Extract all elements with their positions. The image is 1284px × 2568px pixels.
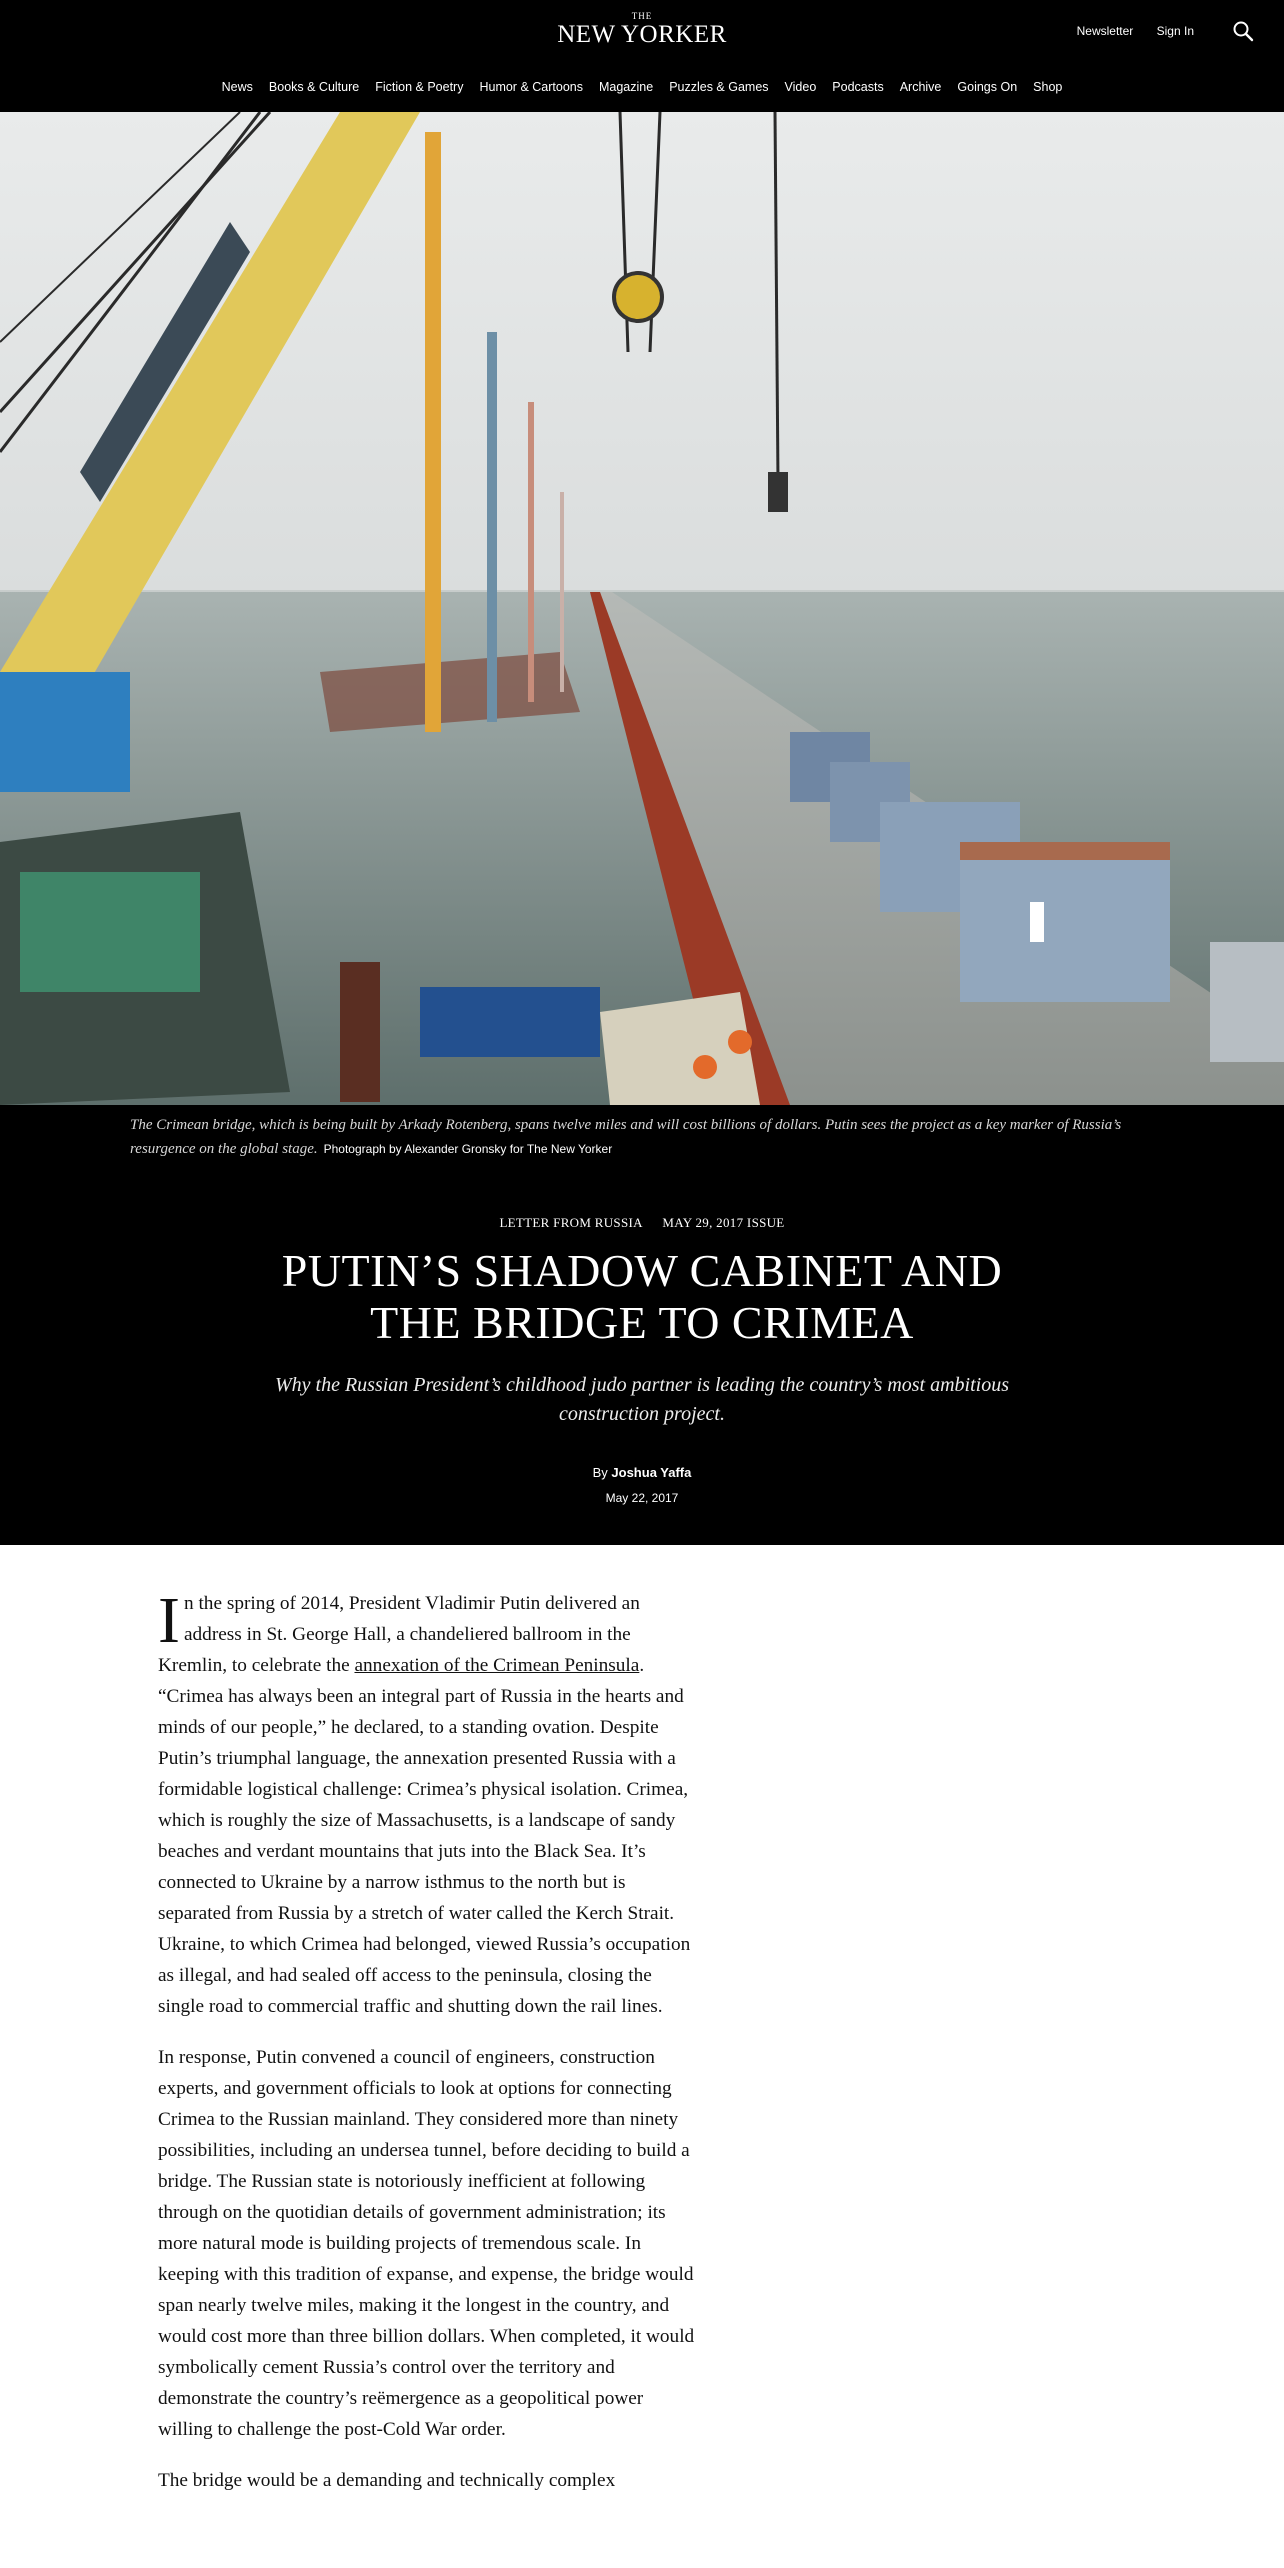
hero-photo — [0, 112, 1284, 1105]
annexation-link[interactable]: annexation of the Crimean Peninsula — [354, 1655, 640, 1676]
article-header — [0, 1105, 1284, 1545]
page-title — [200, 1245, 1084, 1349]
issue-link[interactable]: MAY 29, 2017 ISSUE — [662, 1215, 785, 1230]
newsletter-link[interactable]: Newsletter — [1076, 24, 1134, 38]
drop-cap: I — [158, 1584, 180, 1657]
nav-item-shop[interactable]: Shop — [1033, 80, 1063, 94]
title-line-1: PUTIN’S SHADOW CABINET AND — [281, 1245, 1003, 1296]
title-line-2: THE BRIDGE TO CRIMEA — [370, 1297, 914, 1348]
article-body — [158, 1584, 698, 2516]
nav-item-archive[interactable]: Archive — [899, 80, 942, 94]
paragraph-1-text-a: n the spring of 2014, President Vladimir Putin delivered an address in St. George Hall, a chandeliered ballroom in the Kremlin, to celebrate the — [158, 1593, 640, 1676]
nav-item-news[interactable]: News — [221, 80, 253, 94]
top-links — [1057, 24, 1194, 38]
byline — [0, 1465, 1284, 1480]
top-bar — [0, 0, 1284, 63]
photo-caption — [130, 1113, 1170, 1161]
article-dek: Why the Russian President’s childhood judo partner is leading the country’s most ambitious construction project. — [274, 1374, 1010, 1425]
sign-in-link[interactable]: Sign In — [1156, 24, 1194, 38]
rubric — [0, 1215, 1284, 1231]
paragraph-2: In response, Putin convened a council of engineers, construction experts, and government officials to look at options for connecting Crimea to the Russian mainland. They considered more than ninety possibilities, including an undersea tunnel, before deciding to build a bridge. The Russian state is notoriously inefficient at following through on the quotidian details of government administration; its more natural mode is building projects of tremendous scale. In keeping with this tradition of expanse, and expense, the bridge would span nearly twelve miles, making it the longest in the country, and would cost more than three billion dollars. When completed, it would symbolically cement Russia’s control over the territory and demonstrate the country’s reëmergence as a geopolitical power willing to challenge the post-Cold War order. — [158, 2047, 695, 2440]
main-nav — [0, 62, 1284, 113]
logo-name: NEW YORKER — [557, 21, 727, 48]
nav-item-books-culture[interactable]: Books & Culture — [268, 80, 360, 94]
nav-item-goings-on[interactable]: Goings On — [957, 80, 1018, 94]
nav-item-puzzles-games[interactable]: Puzzles & Games — [669, 80, 769, 94]
nav-item-fiction-poetry[interactable]: Fiction & Poetry — [375, 80, 464, 94]
photo-credit: Photograph by Alexander Gronsky for The New Yorker — [323, 1142, 613, 1156]
nav-item-magazine[interactable]: Magazine — [598, 80, 654, 94]
byline-prefix: By — [592, 1465, 608, 1480]
paragraph-3: The bridge would be a demanding and technically complex — [158, 2470, 616, 2491]
nav-item-humor-cartoons[interactable]: Humor & Cartoons — [479, 80, 583, 94]
caption-text: The Crimean bridge, which is being built by Arkady Rotenberg, spans twelve miles and will cost billions of dollars. Putin sees the project as a key marker of Russia’s resurgence on the global stage. — [130, 1117, 1122, 1157]
publish-date: May 22, 2017 — [605, 1491, 679, 1505]
paragraph-1-text-b: . “Crimea has always been an integral part of Russia in the hearts and minds of our people,” he declared, to a standing ovation. Despite Putin’s triumphal language, the annexation presented Russia with a formidable logistical challenge: Crimea’s physical isolation. Crimea, which is roughly the size of Massachusetts, is a landscape of sandy beaches and verdant mountains that juts into the Black Sea. It’s connected to Ukraine by a narrow isthmus to the north but is separated from Russia by a stretch of water called the Kerch Strait. Ukraine, to which Crimea had belonged, viewed Russia’s occupation as illegal, and had sealed off access to the peninsula, closing the single road to commercial traffic and shutting down the rail lines. — [158, 1655, 691, 2017]
author-link[interactable]: Joshua Yaffa — [611, 1465, 692, 1480]
nav-item-video[interactable]: Video — [784, 80, 817, 94]
logo-the: THE — [631, 11, 653, 21]
nav-item-podcasts[interactable]: Podcasts — [832, 80, 884, 94]
rubric-link[interactable]: LETTER FROM RUSSIA — [499, 1215, 643, 1230]
paragraph-1 — [158, 1584, 698, 2022]
search-icon[interactable] — [1232, 20, 1254, 42]
